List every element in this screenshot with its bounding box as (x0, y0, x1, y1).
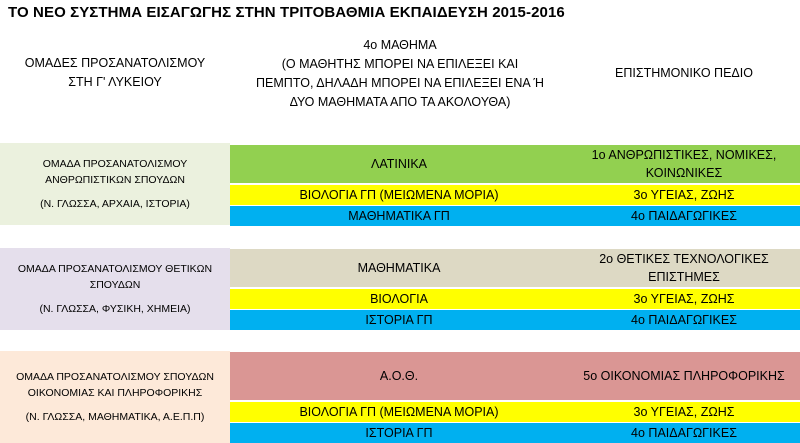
field-cell: 4ο ΠΑΙΔΑΓΩΓΙΚΕΣ (631, 426, 737, 440)
group-label-subjects: (Ν. ΓΛΩΣΣΑ, ΦΥΣΙΚΗ, ΧΗΜΕΙΑ) (39, 303, 191, 315)
header-scientific-field: ΕΠΙΣΤΗΜΟΝΙΚΟ ΠΕΔΙΟ (615, 66, 753, 80)
group-label-line: ΟΜΑΔΑ ΠΡΟΣΑΝΑΤΟΛΙΣΜΟΥ (42, 158, 188, 170)
field-line: 1ο ΑΝΘΡΩΠΙΣΤΙΚΕΣ, ΝΟΜΙΚΕΣ, (591, 148, 777, 162)
group-label-sciences (0, 248, 230, 330)
group-label-humanities (0, 143, 230, 225)
subject-cell: ΙΣΤΟΡΙΑ ΓΠ (365, 313, 433, 327)
table-row (230, 423, 800, 443)
group-label-line: ΣΠΟΥΔΩΝ (89, 279, 141, 291)
group-label-subjects: (Ν. ΓΛΩΣΣΑ, ΜΑΘΗΜΑΤΙΚΑ, Α.Ε.Π.Π) (25, 411, 205, 423)
table-row (230, 185, 800, 205)
field-cell: 3ο ΥΓΕΙΑΣ, ΖΩΗΣ (633, 405, 735, 419)
field-line: ΕΠΙΣΤΗΜΕΣ (648, 270, 720, 284)
subject-cell: Α.Ο.Θ. (379, 369, 419, 383)
subject-cell: ΒΙΟΛΟΓΙΑ (370, 292, 428, 306)
table-row (230, 206, 800, 226)
field-cell: 4ο ΠΑΙΔΑΓΩΓΙΚΕΣ (631, 313, 737, 327)
group-label-line: ΟΜΑΔΑ ΠΡΟΣΑΝΑΤΟΛΙΣΜΟΥ ΘΕΤΙΚΩΝ (17, 263, 213, 275)
header-line: ΠΕΜΠΤΟ, ΔΗΛΑΔΗ ΜΠΟΡΕΙ ΝΑ ΕΠΙΛΕΞΕΙ ΕΝΑ Ή (256, 76, 544, 90)
field-line: ΚΟΙΝΩΝΙΚΕΣ (645, 166, 723, 180)
subject-cell: ΙΣΤΟΡΙΑ ΓΠ (365, 426, 433, 440)
field-cell: 5ο ΟΙΚΟΝΟΜΙΑΣ ΠΛΗΡΟΦΟΡΙΚΗΣ (583, 369, 785, 383)
header-fourth-subject (232, 36, 568, 112)
group-label-subjects: (Ν. ΓΛΩΣΣΑ, ΑΡΧΑΙΑ, ΙΣΤΟΡΙΑ) (40, 198, 190, 210)
group-label-line: ΟΙΚΟΝΟΜΙΑΣ ΚΑΙ ΠΛΗΡΟΦΟΡΙΚΗΣ (27, 387, 203, 399)
table-row (230, 352, 800, 400)
field-cell: 3ο ΥΓΕΙΑΣ, ΖΩΗΣ (633, 292, 735, 306)
group-label-line: ΟΜΑΔΑ ΠΡΟΣΑΝΑΤΟΛΙΣΜΟΥ ΣΠΟΥΔΩΝ (16, 371, 214, 383)
table-row (230, 310, 800, 330)
group-label-line: ΑΝΘΡΩΠΙΣΤΙΚΩΝ ΣΠΟΥΔΩΝ (45, 174, 185, 186)
field-cell: 3ο ΥΓΕΙΑΣ, ΖΩΗΣ (633, 188, 735, 202)
subject-cell: ΒΙΟΛΟΓΙΑ ΓΠ (ΜΕΙΩΜΕΝΑ ΜΟΡΙΑ) (299, 188, 499, 202)
header-orientation-groups (0, 54, 230, 92)
header-line: ΣΤΗ Γ' ΛΥΚΕΙΟΥ (68, 75, 162, 89)
field-cell: 4ο ΠΑΙΔΑΓΩΓΙΚΕΣ (631, 209, 737, 223)
field-line: 2ο ΘΕΤΙΚΕΣ ΤΕΧΝΟΛΟΓΙΚΕΣ (599, 252, 769, 266)
field-cell (568, 145, 800, 183)
header-line: 4ο ΜΑΘΗΜΑ (363, 38, 437, 52)
subject-cell: ΜΑΘΗΜΑΤΙΚΑ (357, 261, 441, 275)
subject-cell: ΛΑΤΙΝΙΚΑ (370, 157, 428, 171)
table-row (230, 145, 800, 183)
table-row (230, 402, 800, 422)
table-row (230, 289, 800, 309)
subject-cell: ΒΙΟΛΟΓΙΑ ΓΠ (ΜΕΙΩΜΕΝΑ ΜΟΡΙΑ) (299, 405, 499, 419)
group-label-economics (0, 351, 230, 443)
table-row (230, 249, 800, 287)
field-cell (568, 249, 800, 287)
header-line: (Ο ΜΑΘΗΤΗΣ ΜΠΟΡΕΙ ΝΑ ΕΠΙΛΕΞΕΙ ΚΑΙ (281, 57, 519, 71)
header-line: ΟΜΑΔΕΣ ΠΡΟΣΑΝΑΤΟΛΙΣΜΟΥ (24, 56, 206, 70)
header-line: ΔΥΟ ΜΑΘΗΜΑΤΑ ΑΠΟ ΤΑ ΑΚΟΛΟΥΘΑ) (289, 95, 511, 109)
page-title: ΤΟ ΝΕΟ ΣΥΣΤΗΜΑ ΕΙΣΑΓΩΓΗΣ ΣΤΗΝ ΤΡΙΤΟΒΑΘΜΙΑ ΕΚΠΑΙΔΕΥΣΗ 2015-2016 (8, 4, 565, 21)
subject-cell: ΜΑΘΗΜΑΤΙΚΑ ΓΠ (348, 209, 450, 223)
